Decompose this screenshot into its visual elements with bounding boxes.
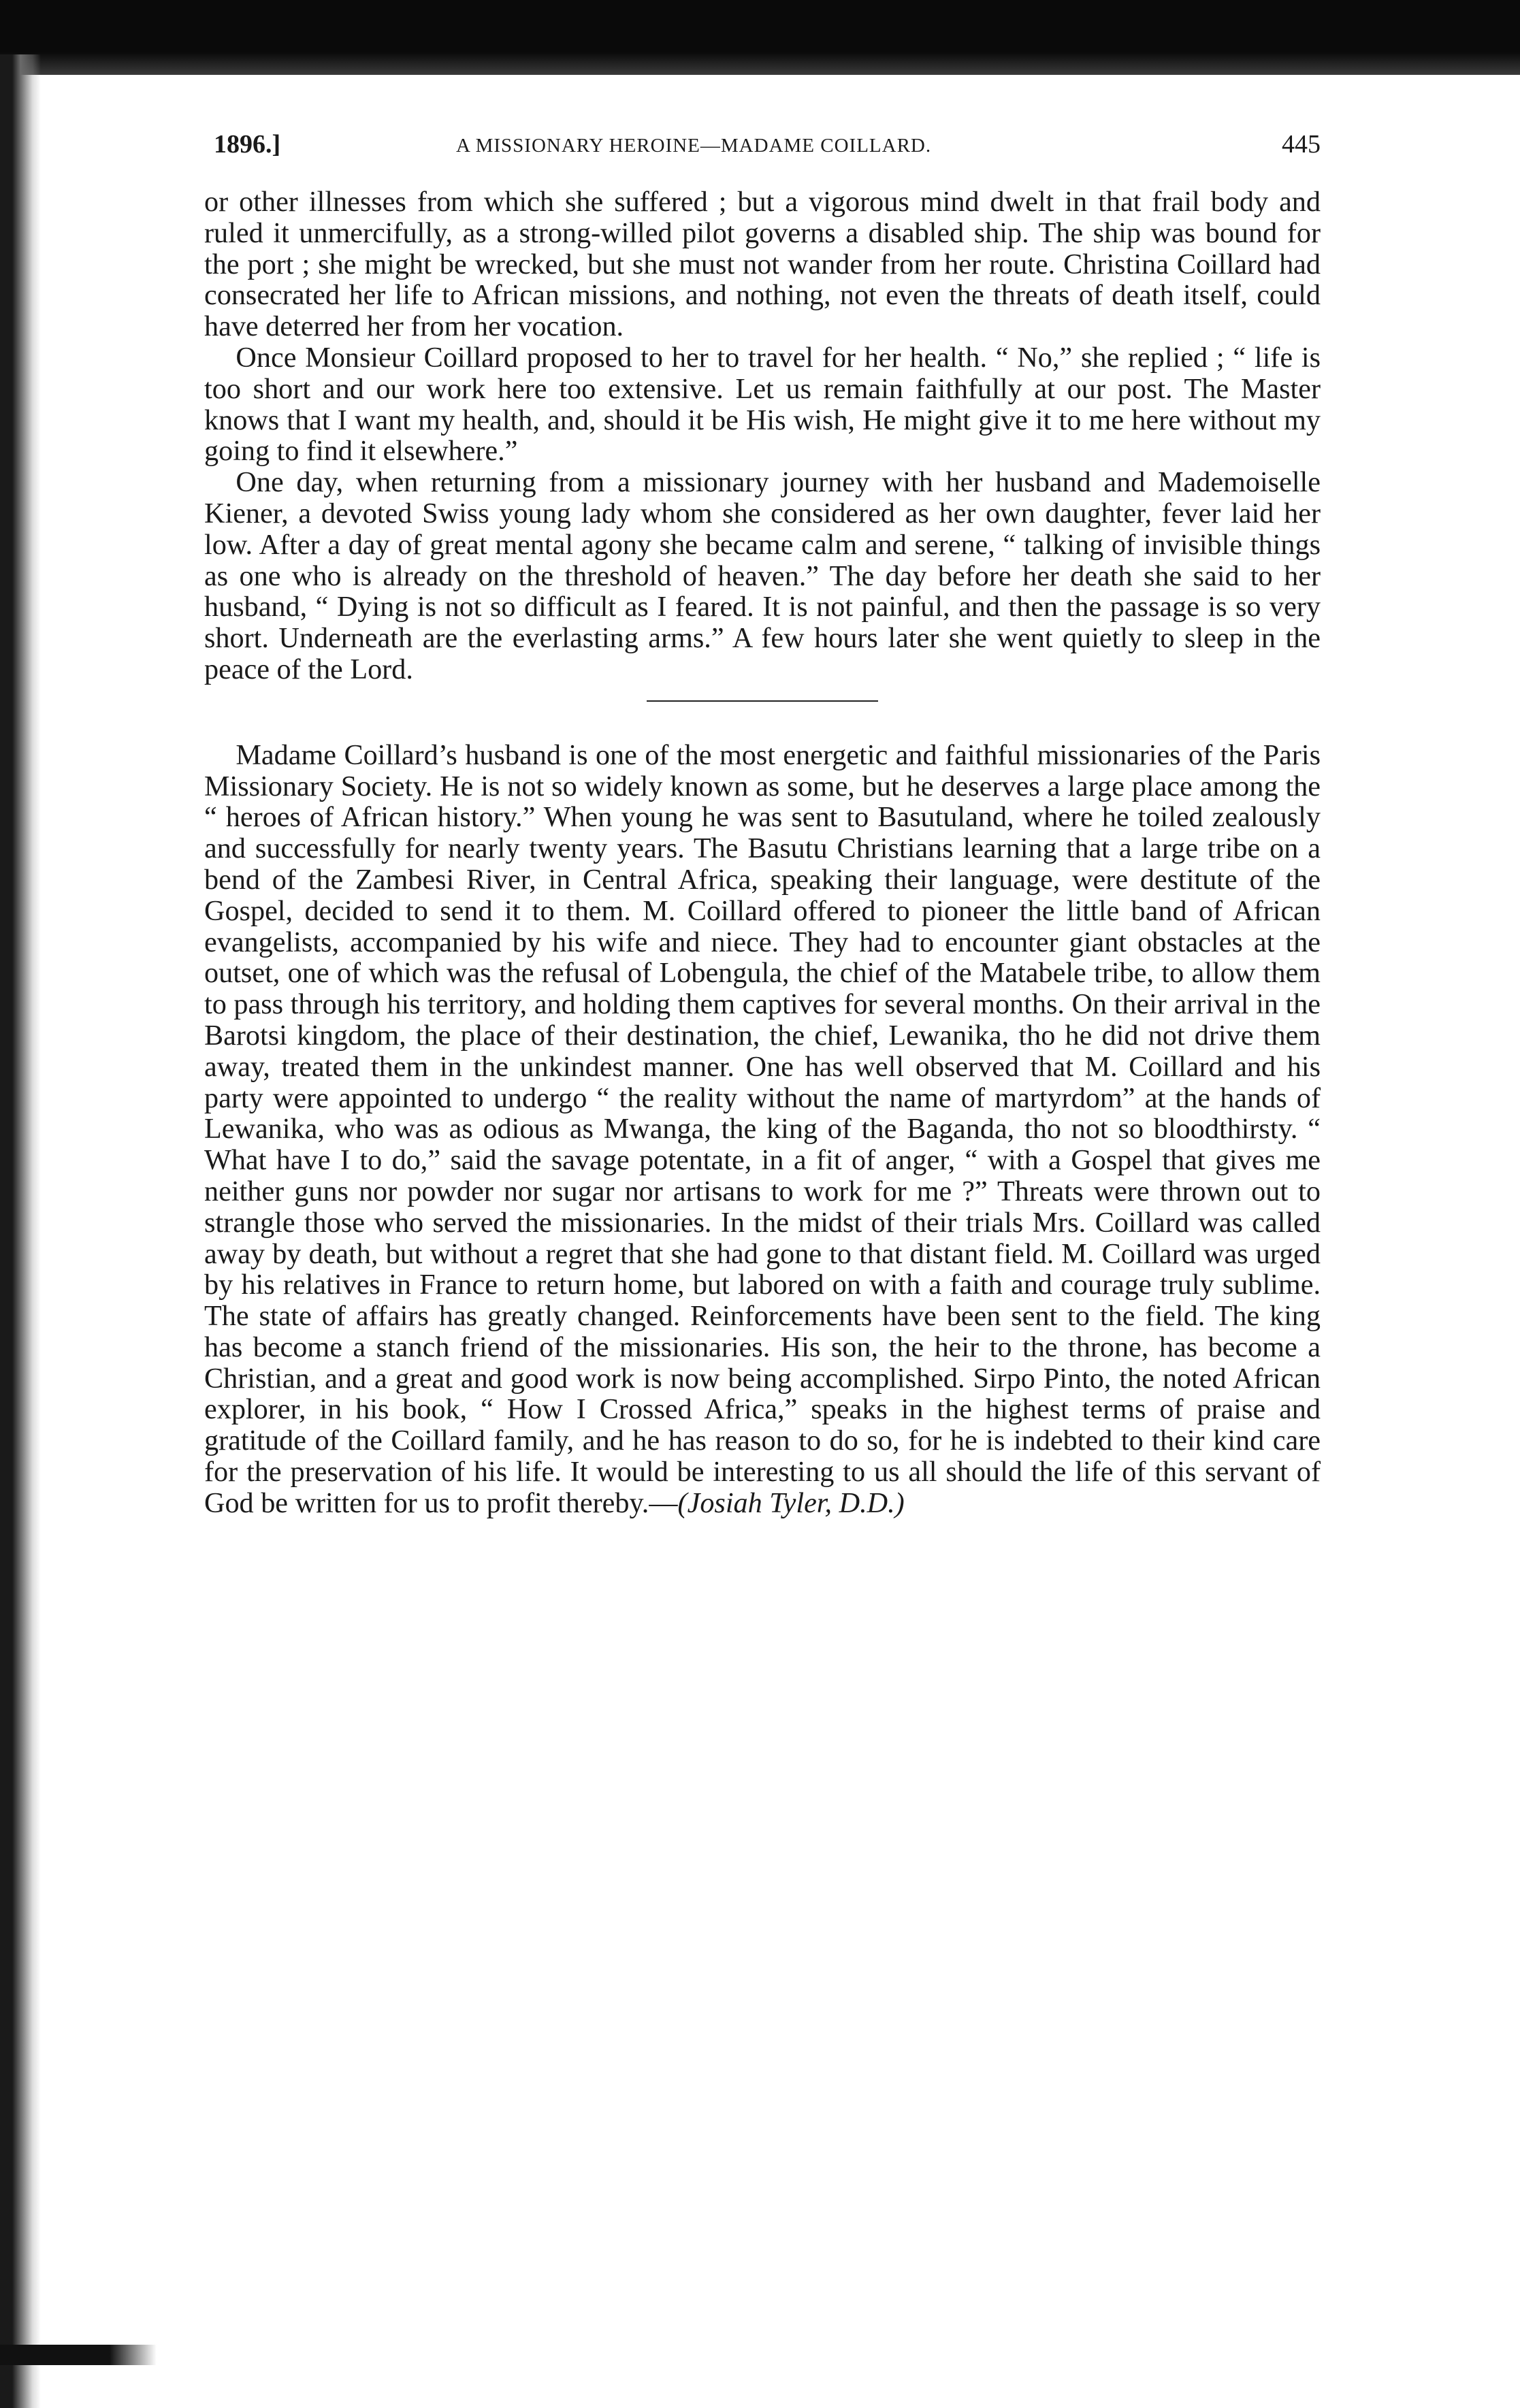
paragraph-husband-text: Madame Coillard’s husband is one of the most energetic and faithful missionaries of the Paris Missionary Society. He is not so widely known as some, but he deserves a large place among the “ heroes of African history.” When young he was sent to Basutuland, where he toiled zealously and successfully for nearly twenty years. The Basutu Christians learning that a large tribe on a bend of the Zambesi River, in Central Africa, speaking their language, were destitute of the Gospel, decided to send it to them. M. Coillard offered to pioneer the little band of African evangelists, accompanied by his wife and niece. They had to encounter giant obstacles at the outset, one of which was the refusal of Lobengula, the chief of the Matabele tribe, to allow them to pass through his territory, and holding them captives for several months. On their arrival in the Barotsi kingdom, the place of their destination, the chief, Lewanika, tho he did not drive them away, treated them in the unkindest manner. One has well observed that M. Coillard and his party were appointed to undergo “ the reality without the name of martyrdom” at the hands of Lewanika, who was as odious as Mwanga, the king of the Baganda, tho not so bloodthirsty. “ What have I to do,” said the savage potentate, in a fit of anger, “ with a Gospel that gives me neither guns nor powder nor sugar nor artisans to work for me ?” Threats were thrown out to strangle those who served the missionaries. In the midst of their trials Mrs. Coillard was called away by death, but without a regret that she had gone to that distant field. M. Coillard was urged by his relatives in France to return home, but labored on with a faith and courage truly sublime. The state of affairs has greatly changed. Reinforcements have been sent to the field. The king has become a stanch friend of the missionaries. His son, the heir to the throne, has become a Christian, and a great and good work is now being accomplished. Sirpo Pinto, the noted African explorer, in his book, “ How I Crossed Africa,” speaks in the highest terms of praise and gratitude of the Coillard family, and he has reason to do so, for he is indebted to their kind care for the preservation of his life. It would be interesting to us all should the life of this servant of God be written for us to profit thereby.— — [204, 738, 1321, 1519]
header-running-title: A MISSIONARY HEROINE—MADAME COILLARD. — [456, 135, 932, 157]
scan-left-edge — [0, 54, 41, 2408]
scan-bottom-mark — [0, 2345, 157, 2365]
section-divider — [647, 700, 878, 702]
scan-top-border — [0, 0, 1520, 75]
running-header — [204, 129, 1321, 170]
author-signature: (Josiah Tyler, D.D.) — [677, 1486, 905, 1519]
header-year: 1896.] — [214, 130, 281, 159]
paragraph-continuation: or other illnesses from which she suffered ; but a vigorous mind dwelt in that frail body and ruled it unmercifully, as a strong-willed pilot governs a disabled ship. The ship was bound for the port ; she might be wrecked, but she must not wander from her route. Christina Coillard had consecrated her life to African missions, and nothing, not even the threats of death itself, could have deterred her from her vocation. — [204, 186, 1321, 343]
paragraph-husband — [204, 740, 1321, 1519]
article-body — [204, 186, 1321, 1519]
page — [204, 129, 1321, 1519]
paragraph-travel-proposal: Once Monsieur Coillard proposed to her to travel for her health. “ No,” she replied ; “ life is too short and our work here too extensive. Let us remain faithfully at our post. The Master knows that I want my health, and, should it be His wish, He might give it to me here without my going to find it elsewhere.” — [204, 341, 1321, 468]
paragraph-death: One day, when returning from a missionary journey with her husband and Mademoiselle Kiener, a devoted Swiss young lady whom she considered as her own daughter, fever laid her low. After a day of great mental agony she became calm and serene, “ talking of invisible things as one who is already on the threshold of heaven.” The day before her death she said to her husband, “ Dying is not so difficult as I feared. It is not painful, and then the passage is so very short. Underneath are the everlasting arms.” A few hours later she went quietly to sleep in the peace of the Lord. — [204, 466, 1321, 685]
header-page-number: 445 — [1282, 130, 1321, 159]
